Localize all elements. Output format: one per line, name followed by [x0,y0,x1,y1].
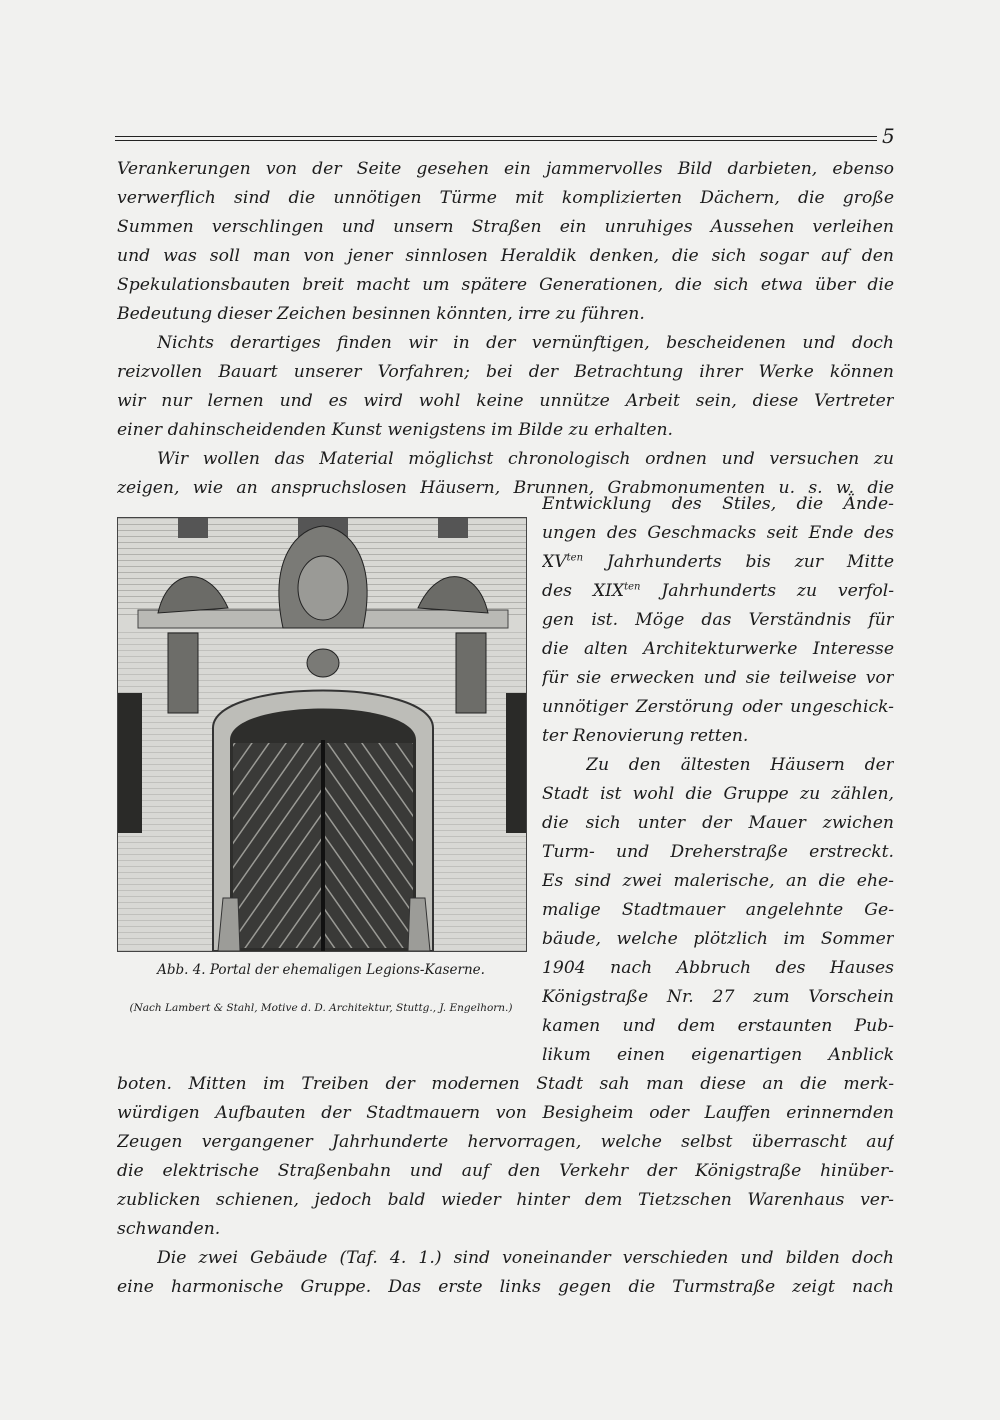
text-line: Bedeutung dieser Zeichen besinnen könnten, irre zu führen. [117,304,645,324]
text-line: und was soll man von jener sinnlosen Heraldik denken, die sich sogar auf den [117,246,894,266]
text-line: Zeugen vergangener Jahrhunderte hervorragen, welche selbst überrascht auf [117,1132,894,1152]
text-line: Turm- und Dreherstraße erstreckt. [542,842,894,862]
text-line: bäude, welche plötzlich im Sommer [542,929,894,949]
text-line: wir nur lernen und es wird wohl keine unnütze Arbeit sein, diese Vertreter [117,391,894,411]
text-line: die elektrische Straßenbahn und auf den Verkehr der Königstraße hinüber- [117,1161,894,1181]
text-line: Stadt ist wohl die Gruppe zu zählen, [542,784,894,804]
text-line: die alten Architekturwerke Interesse [542,639,894,659]
page-number: 5 [882,124,895,148]
portal-figure [117,517,527,952]
text-line: zeigen, wie an anspruchslosen Häusern, Brunnen, Grabmonumenten u. s. w. die [117,478,894,498]
text-line: gen ist. Möge das Verständnis für [542,610,894,630]
text-line: ungen des Geschmacks seit Ende des [542,523,894,543]
text-line: einer dahinscheidenden Kunst wenigstens im Bilde zu erhalten. [117,420,674,440]
text-line: boten. Mitten im Treiben der modernen Stadt sah man diese an die merk- [117,1074,894,1094]
header-rule-top [115,136,877,137]
text-line: kamen und dem erstaunten Pub- [542,1016,894,1036]
header-rule-bottom [115,140,877,141]
figure-caption: Abb. 4. Portal der ehemaligen Legions-Kaserne. [157,962,485,978]
text-line: unnötiger Zerstörung oder ungeschick- [542,697,894,717]
text-line: Zu den ältesten Häusern der [586,755,894,775]
text-line: Verankerungen von der Seite gesehen ein jammervolles Bild darbieten, ebenso [117,159,894,179]
text-line: malige Stadtmauer angelehnte Ge- [542,900,894,920]
figure-source: (Nach Lambert & Stahl, Motive d. D. Architektur, Stuttg., J. Engelhorn.) [129,1002,513,1014]
text-line: Nichts derartiges finden wir in der vernünftigen, bescheidenen und doch [157,333,894,353]
text-line: likum einen eigenartigen Anblick [542,1045,894,1065]
text-line: Spekulationsbauten breit macht um spätere Generationen, die sich etwa über die [117,275,894,295]
text-line: des $XIX^{ten}$ Jahrhunderts zu verfol- [542,581,894,601]
text-line: verwerflich sind die unnötigen Türme mit komplizierten Dächern, die große [117,188,894,208]
text-line: eine harmonische Gruppe. Das erste links gegen die Turmstraße zeigt nach [117,1277,894,1297]
text-line: Es sind zwei malerische, an die ehe- [542,871,894,891]
text-line: reizvollen Bauart unserer Vorfahren; bei der Betrachtung ihrer Werke können [117,362,894,382]
text-line: Entwicklung des Stiles, die Ände- [542,494,894,514]
text-line: zublicken schienen, jedoch bald wieder hinter dem Tietzschen Warenhaus ver- [117,1190,894,1210]
text-line: Wir wollen das Material möglichst chronologisch ordnen und versuchen zu [157,449,894,469]
text-line: würdigen Aufbauten der Stadtmauern von Besigheim oder Lauffen erinnernden [117,1103,894,1123]
text-line: schwanden. [117,1219,221,1239]
portal-illustration [118,518,526,951]
text-line: Summen verschlingen und unsern Straßen ein unruhiges Aussehen verleihen [117,217,894,237]
text-line: die sich unter der Mauer zwichen [542,813,894,833]
text-line: 1904 nach Abbruch des Hauses [542,958,894,978]
text-line: für sie erwecken und sie teilweise vor [542,668,894,688]
text-line: Die zwei Gebäude (Taf. 4. 1.) sind voneinander verschieden und bilden doch [157,1248,894,1268]
text-line: Königstraße Nr. 27 zum Vorschein [542,987,894,1007]
text-line: $XV^{ten}$ Jahrhunderts bis zur Mitte [542,552,894,572]
text-line: ter Renovierung retten. [542,726,749,746]
